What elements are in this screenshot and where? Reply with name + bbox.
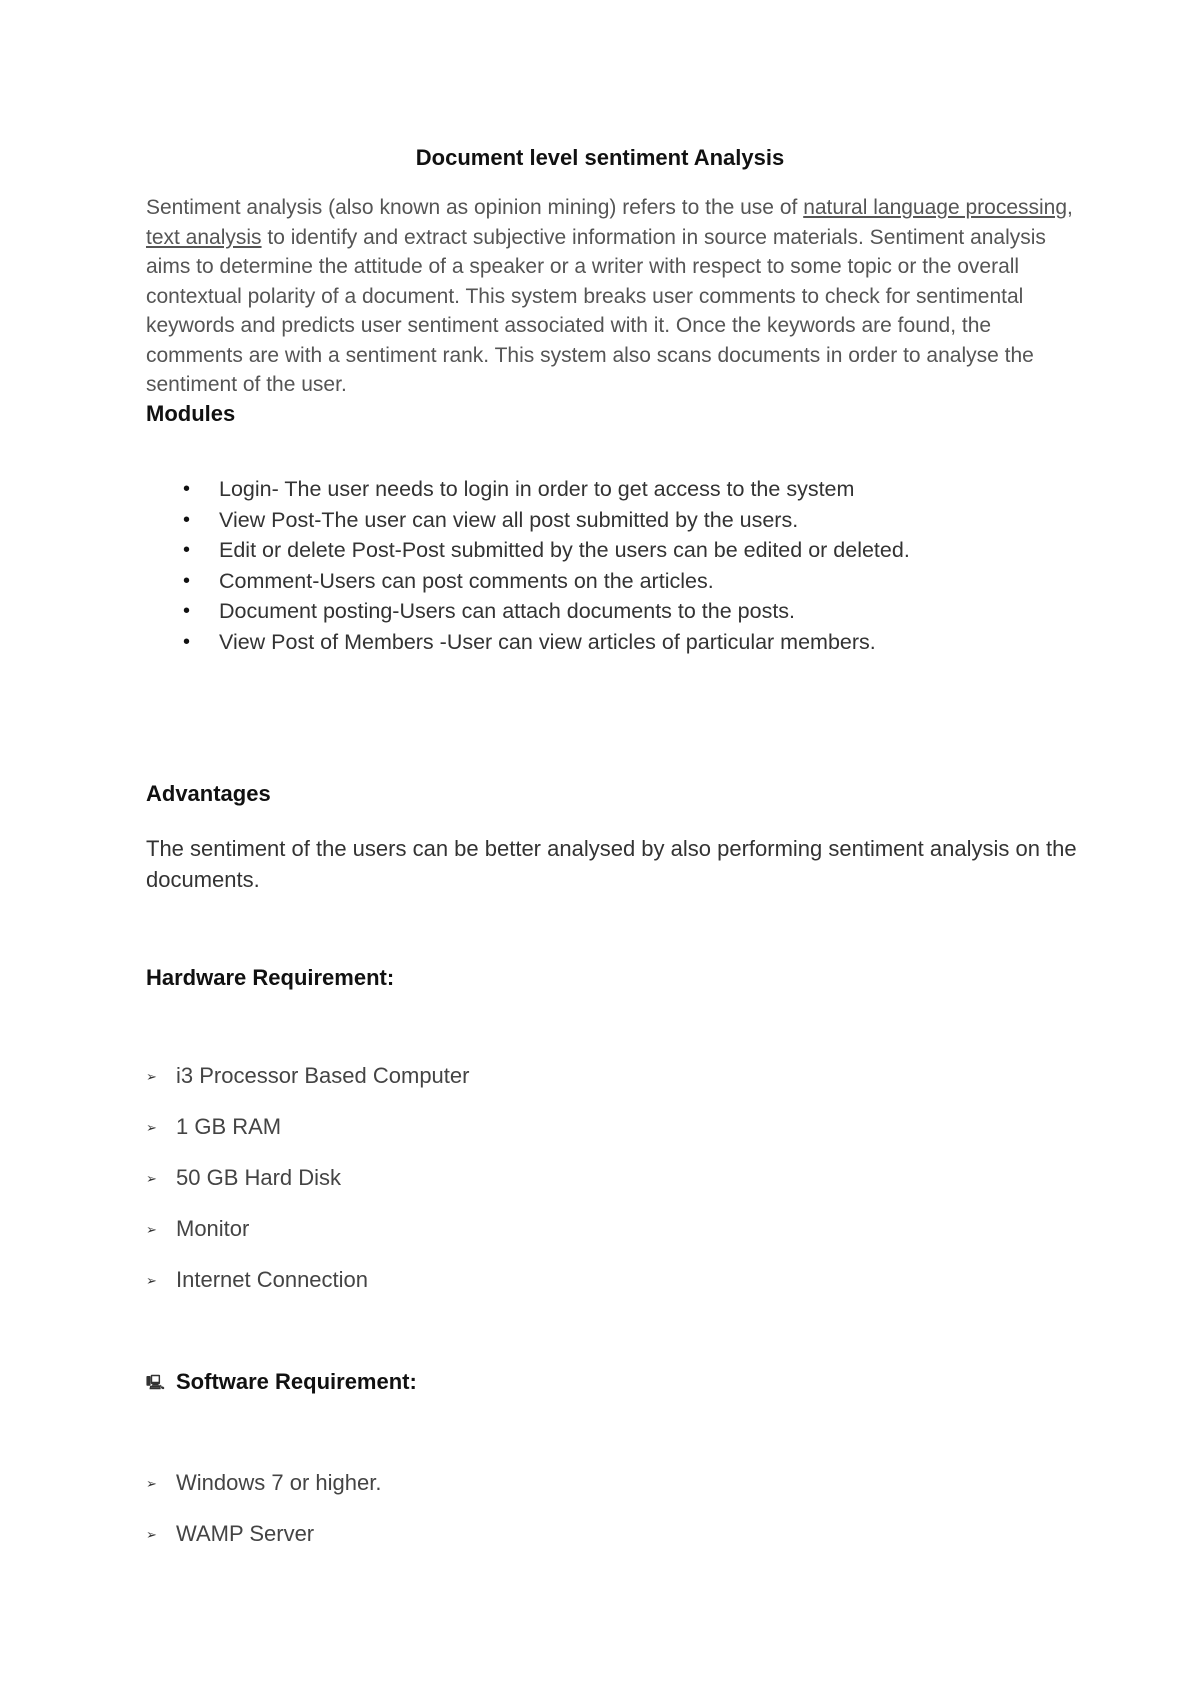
list-item — [146, 474, 1086, 505]
software-heading — [146, 1369, 417, 1396]
bullet-icon: • — [183, 630, 191, 653]
module-text: View Post of Members -User can view articles of particular members. — [219, 629, 876, 654]
software-item — [146, 1470, 381, 1496]
software-item — [146, 1521, 314, 1547]
arrow-bullet-icon: ➢ — [146, 1476, 157, 1491]
bullet-icon: • — [183, 478, 191, 500]
module-text: Comment-Users can post comments on the articles. — [219, 568, 714, 593]
arrow-bullet-icon: ➢ — [146, 1273, 157, 1288]
software-item-text: WAMP Server — [176, 1521, 315, 1546]
hardware-item-text: Monitor — [176, 1216, 250, 1241]
bullet-icon: • — [183, 508, 191, 531]
bullet-icon: • — [183, 600, 191, 623]
list-item — [146, 596, 1086, 627]
advantages-heading: Advantages — [146, 781, 271, 806]
module-text: Edit or delete Post-Post submitted by the users can be edited or deleted. — [219, 538, 910, 563]
hardware-item-text: 1 GB RAM — [176, 1114, 282, 1139]
intro-separator: , — [1067, 196, 1073, 219]
bullet-icon: • — [183, 539, 191, 562]
list-item — [146, 566, 1086, 597]
computer-icon: 🖳 — [146, 1374, 165, 1390]
arrow-bullet-icon: ➢ — [146, 1222, 157, 1237]
intro-paragraph — [146, 193, 1086, 400]
software-heading-text: Software Requirement: — [176, 1369, 417, 1394]
natural-language-processing-link[interactable]: natural language processing — [803, 196, 1068, 219]
arrow-bullet-icon: ➢ — [146, 1120, 157, 1135]
module-text: Login- The user needs to login in order to get access to the system — [219, 477, 855, 501]
intro-text-prefix: Sentiment analysis (also known as opinion mining) refers to the use of — [146, 196, 804, 219]
text-analysis-link[interactable]: text analysis — [146, 225, 262, 249]
arrow-bullet-icon: ➢ — [146, 1171, 157, 1186]
arrow-bullet-icon: ➢ — [146, 1527, 157, 1542]
bullet-icon: • — [183, 569, 191, 592]
list-item — [146, 535, 1086, 566]
hardware-item — [146, 1216, 249, 1242]
hardware-item — [146, 1114, 281, 1140]
advantages-paragraph: The sentiment of the users can be better analysed by also performing sentiment analysis on the documents. — [146, 836, 1077, 892]
list-item — [146, 505, 1086, 536]
hardware-item — [146, 1063, 469, 1089]
hardware-heading: Hardware Requirement: — [146, 965, 395, 990]
list-item — [146, 627, 1086, 658]
page-title: Document level sentiment Analysis — [415, 145, 785, 170]
intro-text-suffix: to identify and extract subjective information in source materials. Sentiment analysis aims to determine the attitude of a speaker or a writer with respect to some topic or the overall contextual polarity of a document. This system breaks user comments to check for sentimental keywords and predicts user sentiment associated with it. Once the keywords are found, the comments are with a sentiment rank. This system also scans documents in order to analyse the sentiment of the user. — [146, 225, 1046, 396]
modules-heading: Modules — [146, 401, 236, 426]
modules-list — [146, 474, 1086, 658]
hardware-item — [146, 1267, 368, 1293]
hardware-item-text: 50 GB Hard Disk — [176, 1165, 342, 1190]
hardware-item-text: Internet Connection — [176, 1267, 369, 1292]
software-item-text: Windows 7 or higher. — [176, 1470, 382, 1495]
hardware-item-text: i3 Processor Based Computer — [176, 1063, 470, 1088]
hardware-item — [146, 1165, 341, 1191]
module-text: View Post-The user can view all post submitted by the users. — [219, 507, 799, 532]
module-text: Document posting-Users can attach documents to the posts. — [219, 599, 796, 624]
arrow-bullet-icon: ➢ — [146, 1069, 157, 1084]
